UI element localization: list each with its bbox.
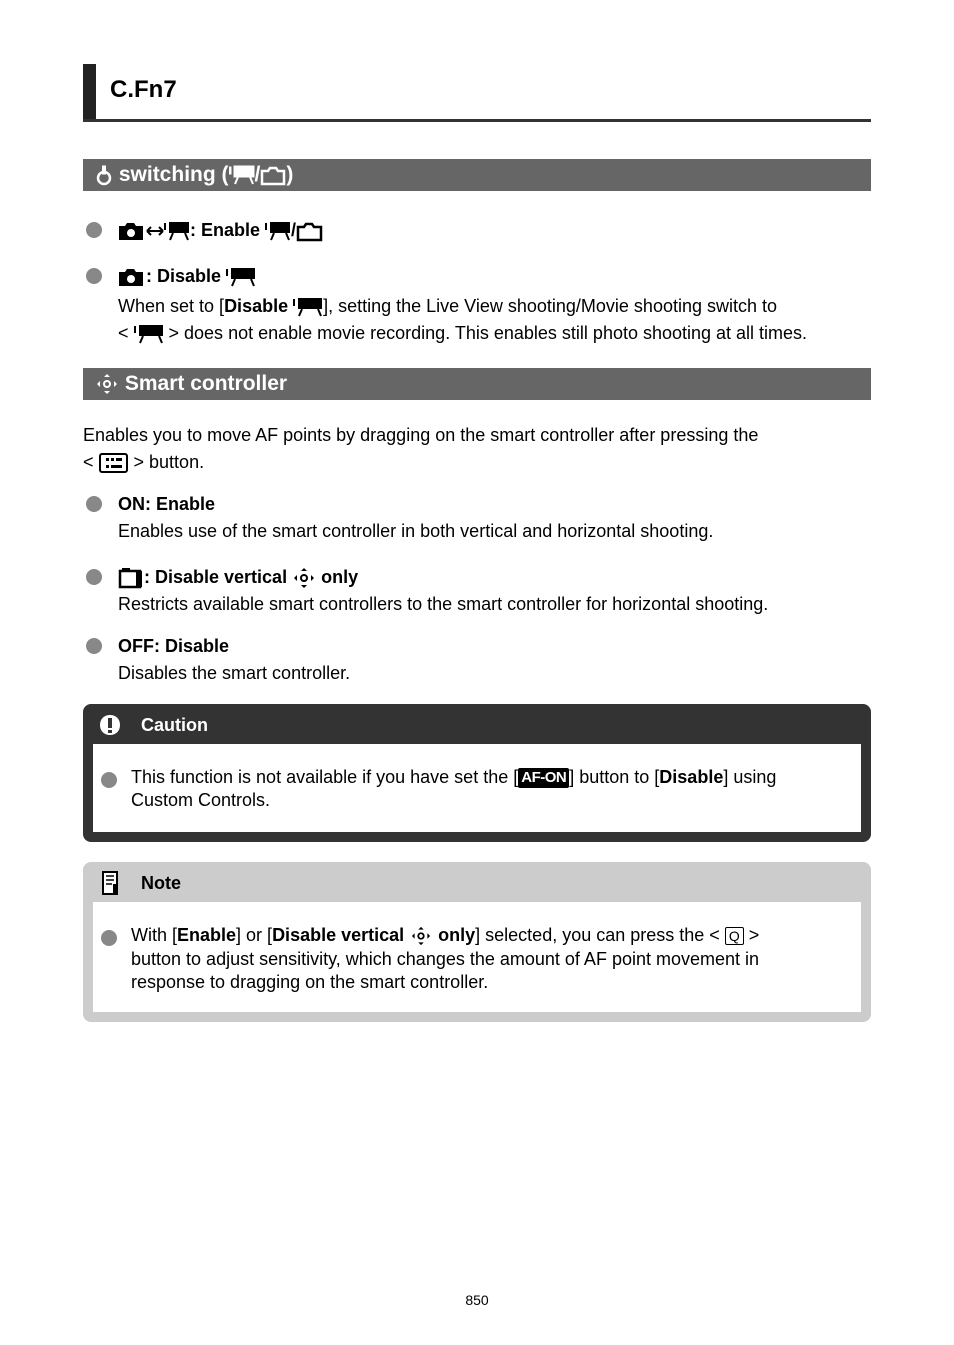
page-number: 850	[465, 1292, 489, 1308]
section-header-smart-controller	[83, 368, 871, 400]
smart-controller-icon	[292, 567, 316, 589]
camera-icon	[260, 164, 286, 186]
list-item-title: OFF: Disable	[118, 636, 230, 656]
bullet	[86, 569, 102, 585]
movie-icon	[134, 323, 164, 345]
movie-icon	[293, 296, 323, 318]
note-text: With [Enable] or [Disable vertical only] selected, you can press the < Q > button to adjust sensitivity, which changes the amount of AF point movement in response to dragging on the smart controller.	[131, 925, 760, 992]
camera-icon	[118, 266, 146, 288]
smart-controller-icon	[95, 373, 119, 395]
section-title-smart-controller: Smart controller	[124, 372, 288, 395]
list-item-description: Restricts available smart controllers to the smart controller for horizontal shooting.	[118, 594, 769, 614]
list-item-title: : Disable	[118, 265, 256, 288]
note-content	[93, 902, 861, 1012]
title-accent-bar	[83, 64, 96, 121]
bullet	[86, 496, 102, 512]
section-header-switching: switching ( / )	[83, 159, 871, 191]
note-icon	[101, 870, 121, 901]
list-item-title: : Disable vertical only	[118, 566, 358, 589]
caution-box	[83, 704, 871, 842]
q-button-icon: Q	[725, 927, 744, 945]
caution-content	[93, 744, 861, 832]
title-underline	[83, 119, 871, 122]
page-title: C.Fn7	[110, 76, 177, 103]
bullet	[86, 268, 102, 284]
caution-text: This function is not available if you have set the [ AF-ON ] button to [Disable] using Custom Controls.	[131, 767, 777, 810]
section-intro: Enables you to move AF points by dragging on the smart controller after pressing the	[83, 425, 759, 445]
note-title: Note	[141, 873, 181, 893]
section-title-switching: switching (	[118, 163, 229, 186]
list-item-description: When set to [Disable ], setting the Live View shooting/Movie shooting switch to	[118, 293, 777, 320]
movie-icon	[164, 220, 190, 242]
list-item-title: : Enable /	[118, 219, 324, 242]
section-title-switching-end: )	[286, 163, 294, 186]
smart-controller-icon	[409, 926, 433, 946]
camera-icon	[118, 220, 146, 242]
double-arrow-icon	[146, 220, 164, 242]
movie-icon	[229, 164, 255, 186]
bullet	[101, 772, 117, 788]
switch-lever-icon	[95, 164, 113, 186]
caution-title: Caution	[141, 715, 208, 735]
vertical-grip-icon	[118, 567, 144, 589]
list-item-description: Disables the smart controller.	[118, 663, 351, 683]
camera-icon	[296, 220, 324, 242]
bullet	[86, 638, 102, 654]
note-box	[83, 862, 871, 1022]
warning-icon	[99, 714, 121, 741]
movie-icon	[226, 266, 256, 288]
list-item-description: < > does not enable movie recording. This enables still photo shooting at all times.	[118, 320, 807, 347]
multi-function-button-icon	[99, 452, 129, 474]
movie-icon	[265, 220, 291, 242]
list-item-description: Enables use of the smart controller in both vertical and horizontal shooting.	[118, 521, 714, 541]
bullet	[86, 222, 102, 238]
bullet	[101, 930, 117, 946]
section-intro: < > button.	[83, 449, 204, 476]
af-on-button-icon: AF-ON	[518, 768, 569, 788]
list-item-title: ON: Enable	[118, 494, 216, 514]
